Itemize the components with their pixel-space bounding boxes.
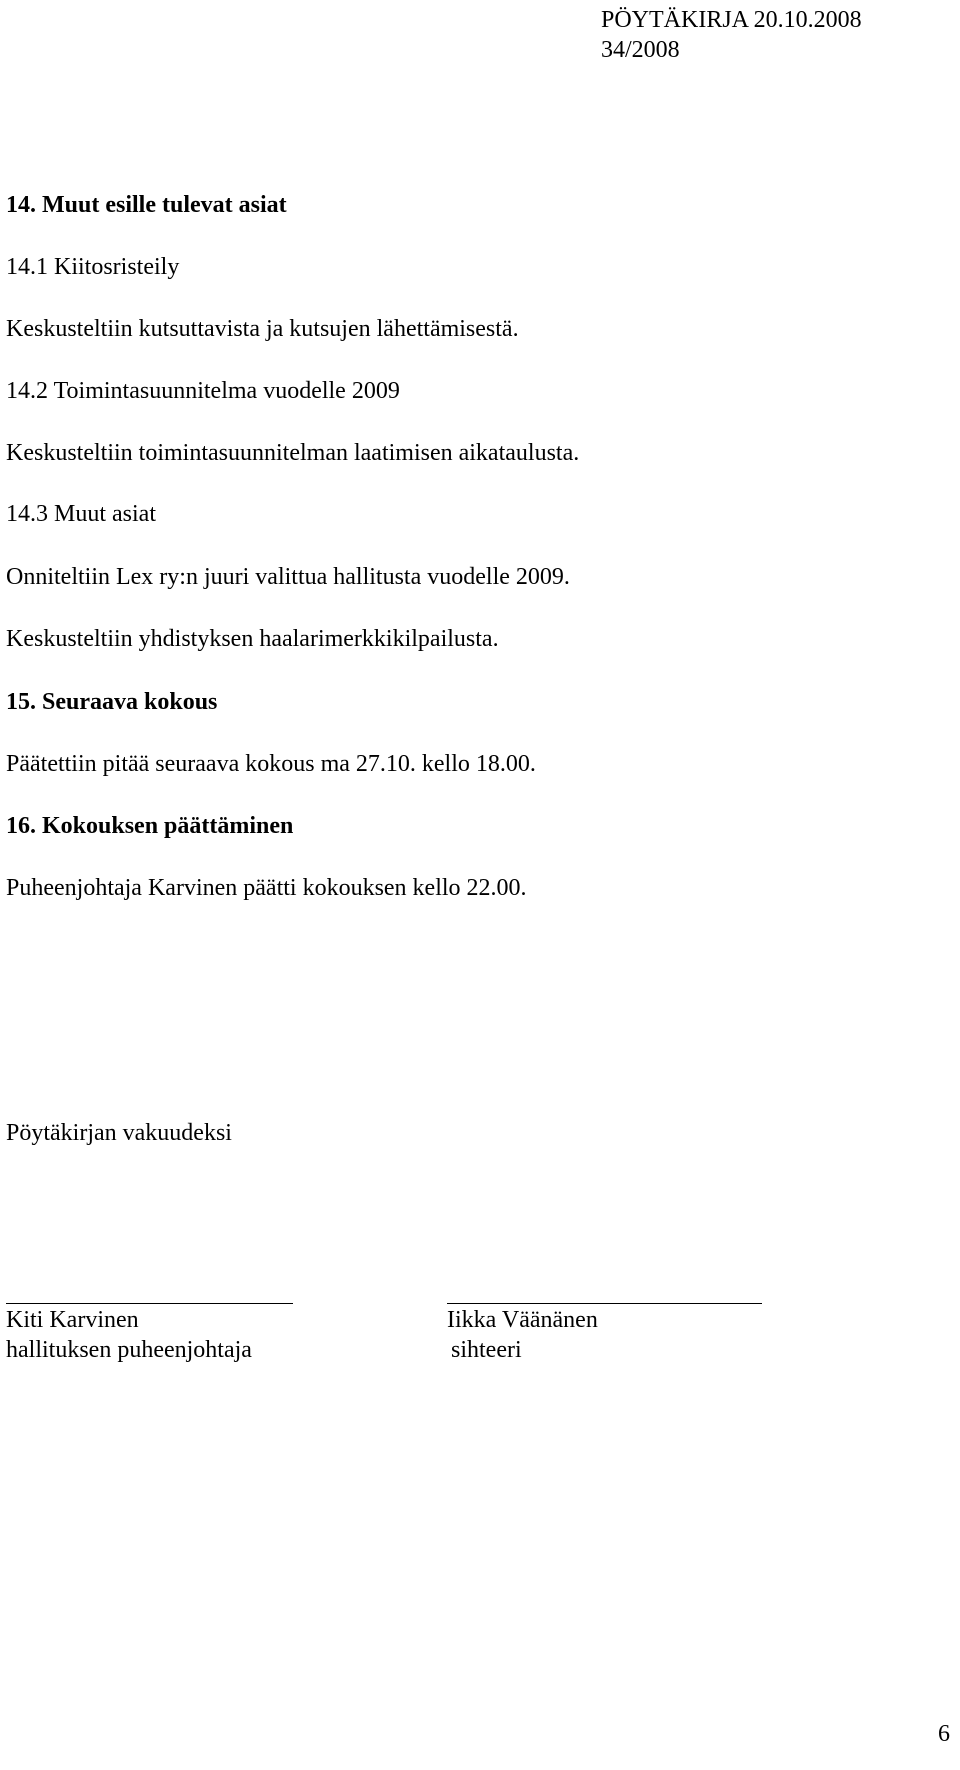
- section-14-heading: 14. Muut esille tulevat asiat: [6, 192, 287, 218]
- signature-line-left: [6, 1303, 293, 1304]
- section-14-2-text: Keskusteltiin toimintasuunnitelman laatimisen aikataulusta.: [6, 440, 580, 466]
- section-14-3-text-1: Onniteltiin Lex ry:n juuri valittua hallitusta vuodelle 2009.: [6, 564, 570, 590]
- document-title: PÖYTÄKIRJA 20.10.2008: [601, 7, 862, 33]
- document-number: 34/2008: [601, 37, 680, 63]
- section-14-3-text-2: Keskusteltiin yhdistyksen haalarimerkkikilpailusta.: [6, 626, 499, 652]
- signature-intro: Pöytäkirjan vakuudeksi: [6, 1120, 232, 1146]
- signatory-right-name: Iikka Väänänen: [447, 1307, 598, 1333]
- page-number: 6: [938, 1721, 950, 1747]
- signatory-left-role: hallituksen puheenjohtaja: [6, 1337, 252, 1363]
- section-16-text: Puheenjohtaja Karvinen päätti kokouksen kello 22.00.: [6, 875, 527, 901]
- signature-line-right: [447, 1303, 762, 1304]
- signatory-left-name: Kiti Karvinen: [6, 1307, 139, 1333]
- signatory-right-role: sihteeri: [451, 1337, 522, 1363]
- section-14-2-heading: 14.2 Toimintasuunnitelma vuodelle 2009: [6, 378, 400, 404]
- section-14-3-heading: 14.3 Muut asiat: [6, 501, 156, 527]
- section-15-heading: 15. Seuraava kokous: [6, 689, 218, 715]
- section-16-heading: 16. Kokouksen päättäminen: [6, 813, 294, 839]
- section-15-text: Päätettiin pitää seuraava kokous ma 27.10. kello 18.00.: [6, 751, 536, 777]
- section-14-1-text: Keskusteltiin kutsuttavista ja kutsujen lähettämisestä.: [6, 316, 519, 342]
- section-14-1-heading: 14.1 Kiitosristeily: [6, 254, 180, 280]
